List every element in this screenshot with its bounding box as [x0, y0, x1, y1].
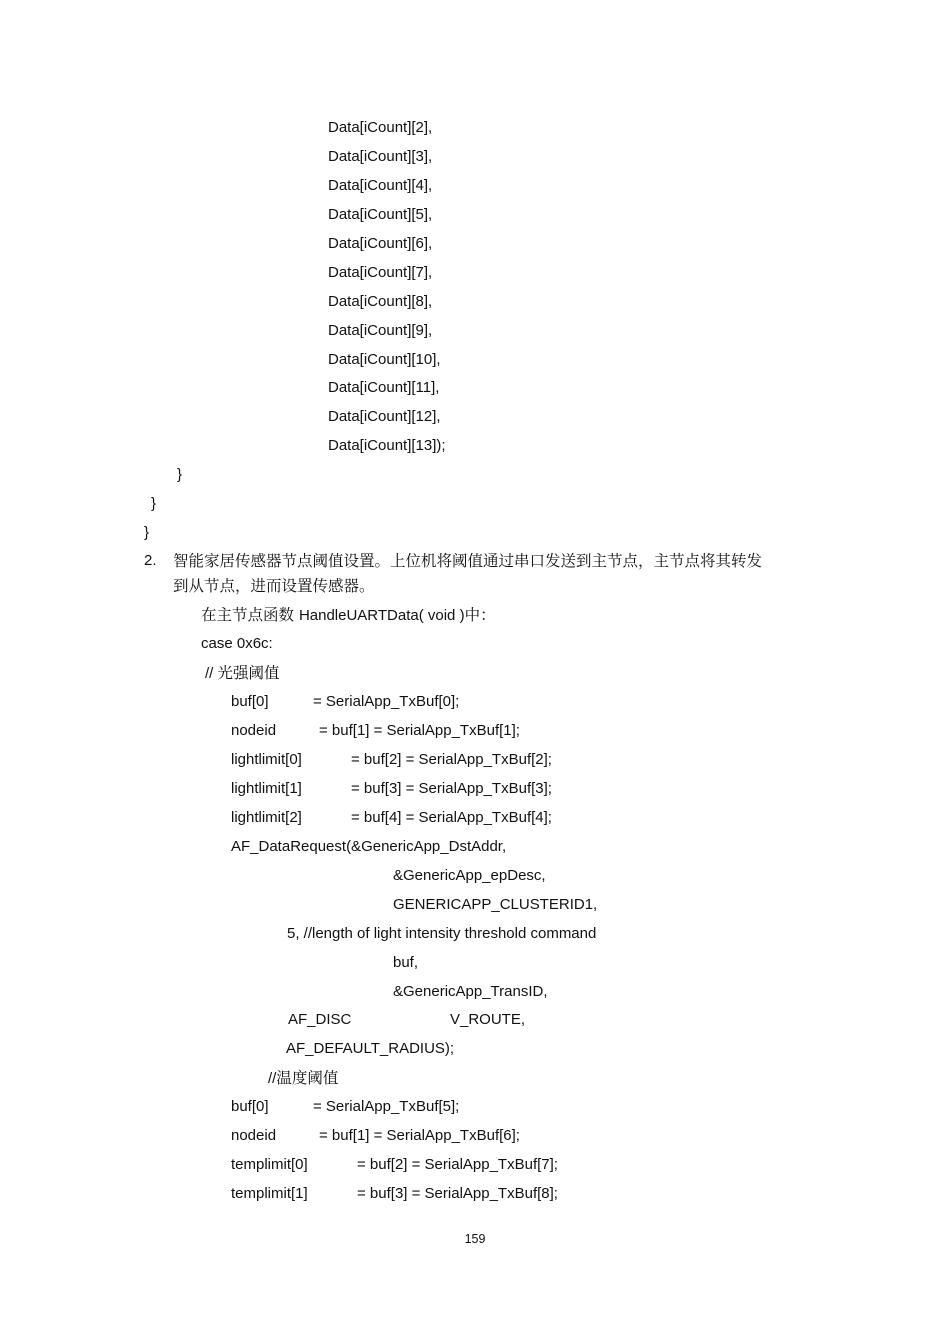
af-arg: AF_DISC: [288, 1011, 352, 1028]
assign-right: = SerialApp_TxBuf[0];: [313, 693, 460, 710]
comment-slashes: //: [268, 1070, 277, 1087]
code-line: Data[iCount][6],: [328, 235, 433, 252]
assign-right: = buf[2] = SerialApp_TxBuf[2];: [351, 751, 552, 768]
code-line: Data[iCount][2],: [328, 119, 433, 136]
closing-brace: }: [144, 524, 150, 541]
assign-left: nodeid: [231, 722, 277, 739]
code-line: Data[iCount][9],: [328, 322, 433, 339]
code-line: Data[iCount][3],: [328, 148, 433, 165]
assign-right: = buf[1] = SerialApp_TxBuf[6];: [319, 1127, 520, 1144]
code-line: Data[iCount][10],: [328, 351, 441, 368]
intro-prefix: 在主节点函数: [201, 606, 299, 624]
closing-brace: }: [177, 466, 183, 483]
intro-line: [201, 605, 496, 626]
light-comment: [205, 663, 280, 684]
assign-right: = SerialApp_TxBuf[5];: [313, 1098, 460, 1115]
code-line: Data[iCount][7],: [328, 264, 433, 281]
assign-left: nodeid: [231, 1127, 277, 1144]
page-number: 159: [464, 1232, 486, 1246]
assign-left: templimit[0]: [231, 1156, 308, 1173]
temp-comment: [268, 1068, 338, 1089]
assign-left: buf[0]: [231, 693, 269, 710]
assign-left: lightlimit[2]: [231, 809, 302, 826]
assign-left: templimit[1]: [231, 1185, 308, 1202]
comment-text: 光强阈值: [217, 664, 280, 682]
assign-right: = buf[4] = SerialApp_TxBuf[4];: [351, 809, 552, 826]
af-call-head: AF_DataRequest(&GenericApp_DstAddr,: [231, 838, 507, 855]
code-line: Data[iCount][5],: [328, 206, 433, 223]
code-line: Data[iCount][13]);: [328, 437, 446, 454]
assign-left: buf[0]: [231, 1098, 269, 1115]
paragraph-line: 到从节点，进而设置传感器。: [173, 577, 375, 595]
af-arg: &GenericApp_TransID,: [393, 983, 548, 1000]
intro-suffix: 中：: [464, 606, 496, 624]
af-arg: GENERICAPP_CLUSTERID1,: [393, 896, 598, 913]
assign-right: = buf[2] = SerialApp_TxBuf[7];: [357, 1156, 558, 1173]
code-line: Data[iCount][8],: [328, 293, 433, 310]
af-arg: AF_DEFAULT_RADIUS);: [286, 1040, 455, 1057]
assign-right: = buf[3] = SerialApp_TxBuf[8];: [357, 1185, 558, 1202]
assign-right: = buf[1] = SerialApp_TxBuf[1];: [319, 722, 520, 739]
code-line: Data[iCount][12],: [328, 408, 441, 425]
case-line: case 0x6c:: [201, 635, 273, 652]
comment-slashes: //: [205, 665, 218, 682]
af-arg: V_ROUTE,: [450, 1011, 526, 1028]
closing-brace: }: [151, 495, 157, 512]
af-arg: 5, //length of light intensity threshold command: [287, 925, 597, 942]
code-line: Data[iCount][11],: [328, 379, 440, 396]
af-arg: &GenericApp_epDesc,: [393, 867, 546, 884]
intro-function: HandleUARTData( void ): [298, 607, 465, 624]
comment-text: 温度阈值: [276, 1069, 339, 1087]
assign-left: lightlimit[1]: [231, 780, 302, 797]
paragraph-line: 智能家居传感器节点阈值设置。上位机将阈值通过串口发送到主节点，主节点将其转发: [173, 552, 763, 570]
assign-right: = buf[3] = SerialApp_TxBuf[3];: [351, 780, 552, 797]
code-line: Data[iCount][4],: [328, 177, 433, 194]
list-number: 2.: [144, 552, 157, 569]
assign-left: lightlimit[0]: [231, 751, 302, 768]
af-arg: buf,: [393, 954, 419, 971]
